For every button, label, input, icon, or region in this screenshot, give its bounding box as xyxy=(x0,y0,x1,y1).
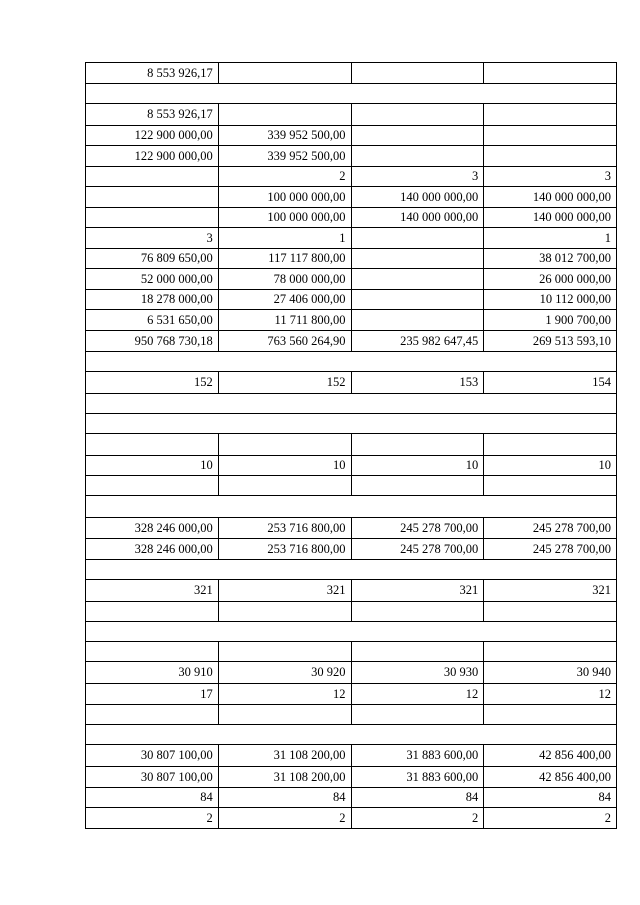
table-cell: 140 000 000,00 xyxy=(484,187,617,208)
table-cell: 321 xyxy=(351,580,484,602)
table-cell: 30 920 xyxy=(218,662,351,684)
table-cell: 10 xyxy=(86,456,219,476)
table-row xyxy=(86,167,617,187)
table-cell xyxy=(351,705,484,725)
table-cell: 30 807 100,00 xyxy=(86,767,219,788)
table-cell: 12 xyxy=(218,684,351,705)
table-cell: 3 xyxy=(86,228,219,249)
table-cell: 153 xyxy=(351,372,484,394)
table-cell: 328 246 000,00 xyxy=(86,518,219,539)
table-cell: 31 108 200,00 xyxy=(218,745,351,767)
table-row xyxy=(86,394,617,414)
spanning-blank-cell xyxy=(86,622,617,642)
table-cell: 140 000 000,00 xyxy=(351,187,484,208)
table-cell xyxy=(86,208,219,228)
table-cell: 253 716 800,00 xyxy=(218,539,351,560)
table-cell: 100 000 000,00 xyxy=(218,187,351,208)
table-cell xyxy=(218,63,351,84)
spanning-blank-cell xyxy=(86,496,617,518)
table-cell: 321 xyxy=(218,580,351,602)
table-row xyxy=(86,187,617,208)
table-row xyxy=(86,518,617,539)
table-cell: 30 930 xyxy=(351,662,484,684)
table-cell: 11 711 800,00 xyxy=(218,310,351,331)
table-row xyxy=(86,767,617,788)
table-cell xyxy=(218,602,351,622)
table-cell: 100 000 000,00 xyxy=(218,208,351,228)
table-row xyxy=(86,705,617,725)
table-row xyxy=(86,84,617,104)
table-cell xyxy=(86,602,219,622)
table-cell xyxy=(86,476,219,496)
table-cell: 321 xyxy=(86,580,219,602)
table-cell: 52 000 000,00 xyxy=(86,269,219,290)
table-row xyxy=(86,372,617,394)
table-cell: 18 278 000,00 xyxy=(86,290,219,310)
table-row xyxy=(86,622,617,642)
table-cell: 152 xyxy=(218,372,351,394)
spanning-blank-cell xyxy=(86,725,617,745)
table-cell: 2 xyxy=(218,808,351,829)
table-cell xyxy=(218,642,351,662)
table-cell: 763 560 264,90 xyxy=(218,331,351,352)
table-row xyxy=(86,208,617,228)
table-cell: 10 xyxy=(218,456,351,476)
table-row xyxy=(86,104,617,126)
table-cell xyxy=(218,705,351,725)
table-cell xyxy=(86,642,219,662)
table-cell xyxy=(351,310,484,331)
table-cell: 2 xyxy=(218,167,351,187)
table-row xyxy=(86,146,617,167)
table-cell xyxy=(351,104,484,126)
table-cell: 269 513 593,10 xyxy=(484,331,617,352)
table-row xyxy=(86,684,617,705)
table-cell: 78 000 000,00 xyxy=(218,269,351,290)
table-cell: 245 278 700,00 xyxy=(351,539,484,560)
table-cell xyxy=(351,476,484,496)
table-cell: 140 000 000,00 xyxy=(484,208,617,228)
table-cell xyxy=(351,249,484,269)
table-row xyxy=(86,580,617,602)
table-row xyxy=(86,63,617,84)
table-cell: 17 xyxy=(86,684,219,705)
table-cell: 339 952 500,00 xyxy=(218,126,351,146)
table-cell: 2 xyxy=(86,808,219,829)
table-cell: 42 856 400,00 xyxy=(484,745,617,767)
table-cell xyxy=(86,167,219,187)
table-cell xyxy=(218,434,351,456)
table-row xyxy=(86,662,617,684)
table-row xyxy=(86,456,617,476)
table-cell: 154 xyxy=(484,372,617,394)
table-row xyxy=(86,496,617,518)
table-cell: 6 531 650,00 xyxy=(86,310,219,331)
table-row xyxy=(86,560,617,580)
table-cell: 30 940 xyxy=(484,662,617,684)
table-row xyxy=(86,745,617,767)
table-cell: 328 246 000,00 xyxy=(86,539,219,560)
table-row xyxy=(86,269,617,290)
table-row xyxy=(86,414,617,434)
table-cell: 8 553 926,17 xyxy=(86,104,219,126)
spanning-blank-cell xyxy=(86,394,617,414)
table-cell: 1 xyxy=(218,228,351,249)
table-cell: 84 xyxy=(484,788,617,808)
spanning-blank-cell xyxy=(86,352,617,372)
table-cell: 31 883 600,00 xyxy=(351,767,484,788)
table-cell: 27 406 000,00 xyxy=(218,290,351,310)
table-row xyxy=(86,434,617,456)
table-cell xyxy=(351,146,484,167)
table-cell: 10 112 000,00 xyxy=(484,290,617,310)
table-row xyxy=(86,310,617,331)
table-cell: 42 856 400,00 xyxy=(484,767,617,788)
table-cell xyxy=(351,602,484,622)
table-cell xyxy=(351,269,484,290)
table-cell: 2 xyxy=(484,808,617,829)
table-cell xyxy=(484,434,617,456)
table-cell xyxy=(86,187,219,208)
table-cell xyxy=(484,705,617,725)
table-cell xyxy=(351,126,484,146)
table-body xyxy=(86,63,617,829)
table-row xyxy=(86,331,617,352)
table-cell: 117 117 800,00 xyxy=(218,249,351,269)
table-cell: 84 xyxy=(86,788,219,808)
table-row xyxy=(86,725,617,745)
table-row xyxy=(86,228,617,249)
table-cell: 1 xyxy=(484,228,617,249)
table-cell xyxy=(484,476,617,496)
table-cell: 3 xyxy=(484,167,617,187)
table-row xyxy=(86,788,617,808)
table-row xyxy=(86,290,617,310)
table-row xyxy=(86,808,617,829)
table-cell: 950 768 730,18 xyxy=(86,331,219,352)
table-cell: 253 716 800,00 xyxy=(218,518,351,539)
table-cell xyxy=(218,476,351,496)
spanning-blank-cell xyxy=(86,414,617,434)
table-row xyxy=(86,642,617,662)
table-cell xyxy=(484,642,617,662)
table-cell: 26 000 000,00 xyxy=(484,269,617,290)
table-cell xyxy=(484,146,617,167)
table-cell: 245 278 700,00 xyxy=(484,518,617,539)
table-cell: 12 xyxy=(484,684,617,705)
table-cell: 3 xyxy=(351,167,484,187)
table-cell: 30 807 100,00 xyxy=(86,745,219,767)
table-cell xyxy=(86,705,219,725)
table-row xyxy=(86,602,617,622)
table-cell: 38 012 700,00 xyxy=(484,249,617,269)
table-cell xyxy=(484,126,617,146)
table-cell xyxy=(218,104,351,126)
financial-data-table xyxy=(85,62,617,829)
table-row xyxy=(86,352,617,372)
table-cell: 12 xyxy=(351,684,484,705)
table-row xyxy=(86,126,617,146)
table-cell: 235 982 647,45 xyxy=(351,331,484,352)
table-cell: 152 xyxy=(86,372,219,394)
table-cell xyxy=(351,228,484,249)
table-row xyxy=(86,249,617,269)
table-cell: 122 900 000,00 xyxy=(86,146,219,167)
table-cell: 76 809 650,00 xyxy=(86,249,219,269)
table-cell xyxy=(484,602,617,622)
table-cell: 8 553 926,17 xyxy=(86,63,219,84)
table-cell xyxy=(86,434,219,456)
table-row xyxy=(86,539,617,560)
table-cell: 10 xyxy=(351,456,484,476)
table-cell xyxy=(351,63,484,84)
table-cell: 245 278 700,00 xyxy=(484,539,617,560)
table-cell: 1 900 700,00 xyxy=(484,310,617,331)
table-cell: 339 952 500,00 xyxy=(218,146,351,167)
table-cell xyxy=(484,104,617,126)
table-row xyxy=(86,476,617,496)
table-cell xyxy=(351,434,484,456)
table-cell: 31 883 600,00 xyxy=(351,745,484,767)
table-cell: 321 xyxy=(484,580,617,602)
table-cell xyxy=(484,63,617,84)
spanning-blank-cell xyxy=(86,84,617,104)
table-cell: 84 xyxy=(351,788,484,808)
table-cell: 2 xyxy=(351,808,484,829)
table-cell: 30 910 xyxy=(86,662,219,684)
table-cell: 140 000 000,00 xyxy=(351,208,484,228)
table-cell: 245 278 700,00 xyxy=(351,518,484,539)
table-cell: 122 900 000,00 xyxy=(86,126,219,146)
table-cell xyxy=(351,290,484,310)
table-cell: 84 xyxy=(218,788,351,808)
table-cell xyxy=(351,642,484,662)
spanning-blank-cell xyxy=(86,560,617,580)
table-cell: 31 108 200,00 xyxy=(218,767,351,788)
table-cell: 10 xyxy=(484,456,617,476)
